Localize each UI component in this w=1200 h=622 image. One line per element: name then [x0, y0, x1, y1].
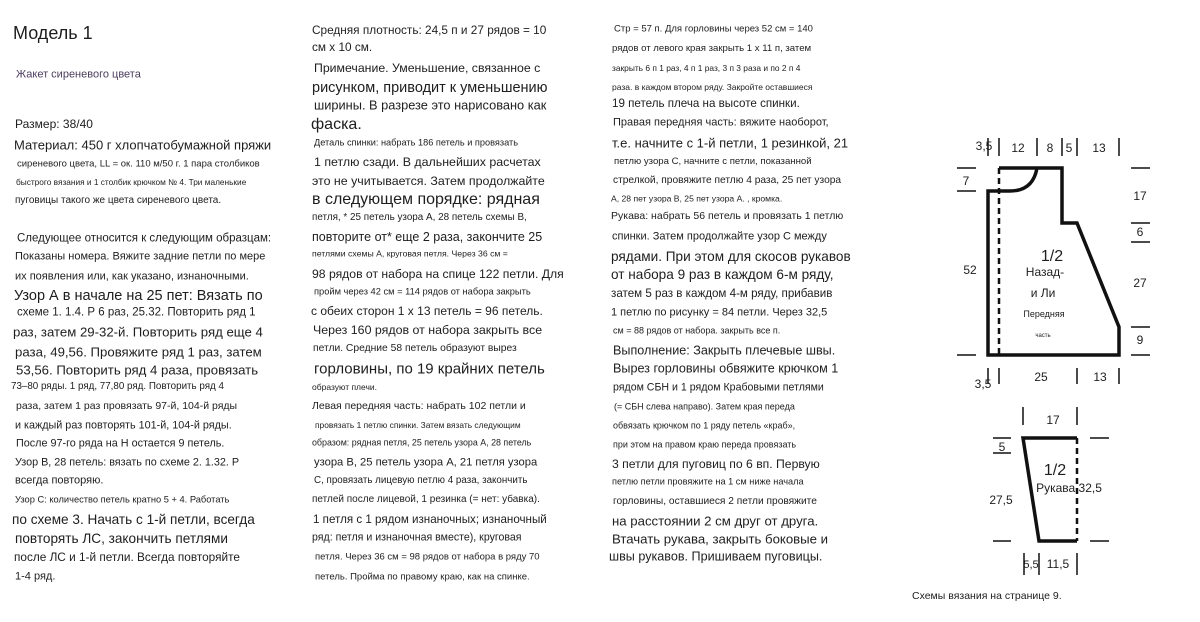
- text-line: повторите от* еще 2 раза, закончите 25: [312, 229, 543, 244]
- text-line: затем 5 раз в каждом 4-м ряду, прибавив: [611, 287, 833, 301]
- text-line: рисунком, приводит к уменьшению: [312, 79, 548, 96]
- text-line: Втачать рукава, закрыть боковые и: [612, 531, 829, 547]
- sleeve-dim: 17: [1046, 413, 1060, 427]
- text-line: стрелкой, провяжите петлю 4 раза, 25 пет узора: [613, 174, 842, 186]
- text-line: Левая передняя часть: набрать 102 петли и: [312, 399, 526, 412]
- text-line: 98 рядов от набора на спице 122 петли. Для: [312, 266, 564, 281]
- diagram-caption: Схемы вязания на странице 9.: [912, 589, 1062, 602]
- text-line: при этом на правом краю переда провязать: [613, 439, 797, 450]
- body-dim: 17: [1133, 189, 1147, 203]
- text-line: Узор С: количество петель кратно 5 + 4. Работать: [15, 494, 230, 505]
- text-line: сиреневого цвета, LL = ок. 110 м/50 г. 1 пара столбиков: [17, 158, 260, 170]
- text-line: т.е. начните с 1-й петли, 1 резинкой, 21: [612, 135, 849, 151]
- text-line: Стр = 57 п. Для горловины через 52 см = 140: [614, 23, 813, 35]
- body-label: Назад-: [1025, 265, 1065, 279]
- text-line: обвязать крючком по 1 ряду петель «краб»,: [613, 420, 796, 431]
- text-line: 53,56. Повторить ряд 4 раза, провязать: [16, 362, 259, 378]
- body-dim: 27: [1133, 276, 1147, 290]
- sleeve-dim: 5,5: [1023, 559, 1039, 571]
- text-line: раза. в каждом втором ряду. Закройте оставшиеся: [612, 81, 813, 92]
- text-line: Узор А в начале на 25 пет: Вязать по: [14, 287, 263, 304]
- text-line: закрыть 6 п 1 раз, 4 п 1 раз, 3 п 3 раза и по 2 п 4: [612, 62, 801, 73]
- text-line: повторять ЛС, закончить петлями: [15, 531, 228, 547]
- text-line: Примечание. Уменьшение, связанное с: [314, 60, 541, 75]
- text-line: петля, * 25 петель узора А, 28 петель схемы В,: [312, 212, 527, 224]
- text-line: 19 петель плеча на высоте спинки.: [612, 97, 800, 111]
- text-line: см = 88 рядов от набора. закрыть все п.: [613, 325, 781, 336]
- text-line: 1 петлю сзади. В дальнейших расчетах: [314, 154, 541, 169]
- text-line: это не учитывается. Затем продолжайте: [312, 173, 545, 188]
- sleeve-dim: 11,5: [1046, 557, 1070, 571]
- body-label: часть: [1035, 333, 1051, 339]
- body-dim: 3,5: [974, 377, 992, 391]
- body-dim: 52: [963, 263, 977, 277]
- text-line: пройм через 42 см = 114 рядов от набора закрыть: [314, 286, 531, 297]
- text-line: петель. Пройма по правому краю, как на спинке.: [315, 571, 530, 583]
- sleeve-dim: 5: [998, 440, 1006, 454]
- body-dim: 5: [1065, 141, 1073, 155]
- body-dim: 8: [1046, 141, 1054, 155]
- text-line: рядами. При этом для скосов рукавов: [611, 249, 851, 265]
- text-line: Деталь спинки: набрать 186 петель и провязать: [314, 137, 518, 148]
- text-line: петлю петли провяжите на 1 см ниже начала: [612, 476, 804, 487]
- sleeve-label: Рукава 32,5: [1036, 481, 1102, 495]
- text-line: горловины, оставшиеся 2 петли провяжите: [613, 495, 817, 507]
- text-line: петли. Средние 58 петель образуют вырез: [313, 342, 517, 354]
- text-line: петля. Через 36 см = 98 рядов от набора в ряду 70: [315, 551, 540, 563]
- page-title: Модель 1: [13, 23, 93, 43]
- text-line: образом: рядная петля, 25 петель узора А, 28 петель: [312, 437, 532, 448]
- text-line: схеме 1. 1.4. Р 6 раз, 25.32. Повторить ряд 1: [17, 306, 256, 319]
- text-line: Через 160 рядов от набора закрыть все: [313, 322, 543, 337]
- text-line: раза, затем 1 раз провязать 97-й, 104-й ряды: [16, 399, 238, 412]
- text-line: ширины. В разрезе это нарисовано как: [314, 97, 547, 113]
- text-line: петлей после лицевой, 1 резинка (= нет: убавка).: [312, 494, 540, 505]
- text-line: раз, затем 29-32-й. Повторить ряд еще 4: [13, 324, 263, 340]
- text-line: см x 10 см.: [312, 40, 373, 55]
- text-line: быстрого вязания и 1 столбик крючком № 4. Три маленькие: [16, 176, 247, 187]
- text-line: Размер: 38/40: [15, 117, 93, 131]
- text-line: ряд: петля и изнаночная вместе), круговая: [312, 531, 522, 544]
- text-line: С, провязать лицевую петлю 4 раза, закончить: [314, 475, 528, 487]
- text-line: А, 28 пет узора В, 25 пет узора А. , кромка.: [611, 193, 783, 204]
- text-line: в следующем порядке: рядная: [312, 191, 540, 208]
- text-line: всегда повторяю.: [15, 474, 104, 487]
- text-line: узора В, 25 петель узора А, 21 петля узора: [314, 456, 538, 469]
- body-dim: 25: [1034, 370, 1048, 384]
- text-line: Правая передняя часть: вяжите наоборот,: [613, 116, 829, 129]
- sleeve-label: 1/2: [1043, 462, 1067, 479]
- text-line: Показаны номера. Вяжите задние петли по мере: [15, 250, 266, 263]
- text-line: швы рукавов. Пришиваем пуговицы.: [609, 549, 823, 564]
- body-dim: 9: [1136, 333, 1144, 347]
- text-line: спинки. Затем продолжайте узор С между: [612, 230, 827, 243]
- text-line: 73–80 ряды. 1 ряд, 77,80 ряд. Повторить ряд 4: [11, 381, 224, 393]
- body-label: 1/2: [1040, 248, 1064, 265]
- text-line: 1 петля с 1 рядом изнаночных; изнаночный: [313, 513, 547, 527]
- body-dim: 13: [1093, 370, 1107, 384]
- text-line: петлями схемы А, круговая петля. Через 36 см =: [312, 248, 508, 259]
- body-label: Передняя: [1023, 309, 1065, 319]
- text-line: рядов от левого края закрыть 1 х 11 п, затем: [612, 43, 812, 55]
- text-line: 1-4 ряд.: [15, 570, 56, 583]
- text-line: по схеме 3. Начать с 1-й петли, всегда: [12, 512, 255, 528]
- text-line: пуговицы такого же цвета сиреневого цвета.: [15, 195, 222, 206]
- text-line: от набора 9 раз в каждом 6-м ряду,: [611, 267, 834, 283]
- text-line: горловины, по 19 крайних петель: [314, 360, 545, 378]
- text-line: (= СБН слева направо). Затем края переда: [614, 401, 795, 412]
- text-line: рядом СБН и 1 рядом Крабовыми петлями: [613, 381, 824, 394]
- text-line: Выполнение: Закрыть плечевые швы.: [613, 343, 836, 358]
- text-line: провязать 1 петлю спинки. Затем вязать следующим: [315, 419, 521, 430]
- text-line: и каждый раз повторять 101-й, 104-й ряды.: [15, 419, 232, 432]
- text-line: Рукава: набрать 56 петель и провязать 1 петлю: [611, 209, 844, 222]
- text-line: фаска.: [311, 116, 362, 133]
- text-line: их появления или, как указано, изнаночными.: [15, 270, 249, 283]
- sleeve-dim: 27,5: [989, 493, 1013, 507]
- text-line: 3 петли для пуговиц по 6 вп. Первую: [612, 456, 820, 471]
- text-line: Вырез горловины обвяжите крючком 1: [613, 361, 839, 376]
- text-line: раза, 49,56. Провяжите ряд 1 раз, затем: [15, 344, 262, 360]
- body-dim: 12: [1011, 141, 1025, 155]
- body-dim: 6: [1136, 225, 1144, 239]
- text-line: петлю узора С, начните с петли, показанной: [614, 156, 812, 168]
- text-line: 1 петлю по рисунку = 84 петли. Через 32,5: [611, 306, 828, 319]
- text-line: Следующее относится к следующим образцам:: [17, 232, 272, 245]
- text-line: Материал: 450 г хлопчатобумажной пряжи: [14, 137, 272, 153]
- body-dim: 3,5: [975, 139, 993, 153]
- text-line: образуют плечи.: [312, 381, 377, 392]
- text-line: После 97-го ряда на Н остается 9 петель.: [16, 437, 225, 450]
- text-line: Средняя плотность: 24,5 п и 27 рядов = 10: [312, 23, 547, 38]
- text-line: на расстоянии 2 см друг от друга.: [612, 513, 819, 529]
- text-line: Узор В, 28 петель: вязать по схеме 2. 1.32. Р: [15, 456, 240, 469]
- body-dim: 13: [1092, 141, 1106, 155]
- text-line: после ЛС и 1-й петли. Всегда повторяйте: [14, 550, 240, 565]
- text-line: с обеих сторон 1 х 13 петель = 96 петель.: [311, 304, 543, 318]
- body-dim: 7: [962, 174, 970, 188]
- subtitle: Жакет сиреневого цвета: [16, 68, 141, 81]
- body-label: и Ли: [1030, 286, 1056, 300]
